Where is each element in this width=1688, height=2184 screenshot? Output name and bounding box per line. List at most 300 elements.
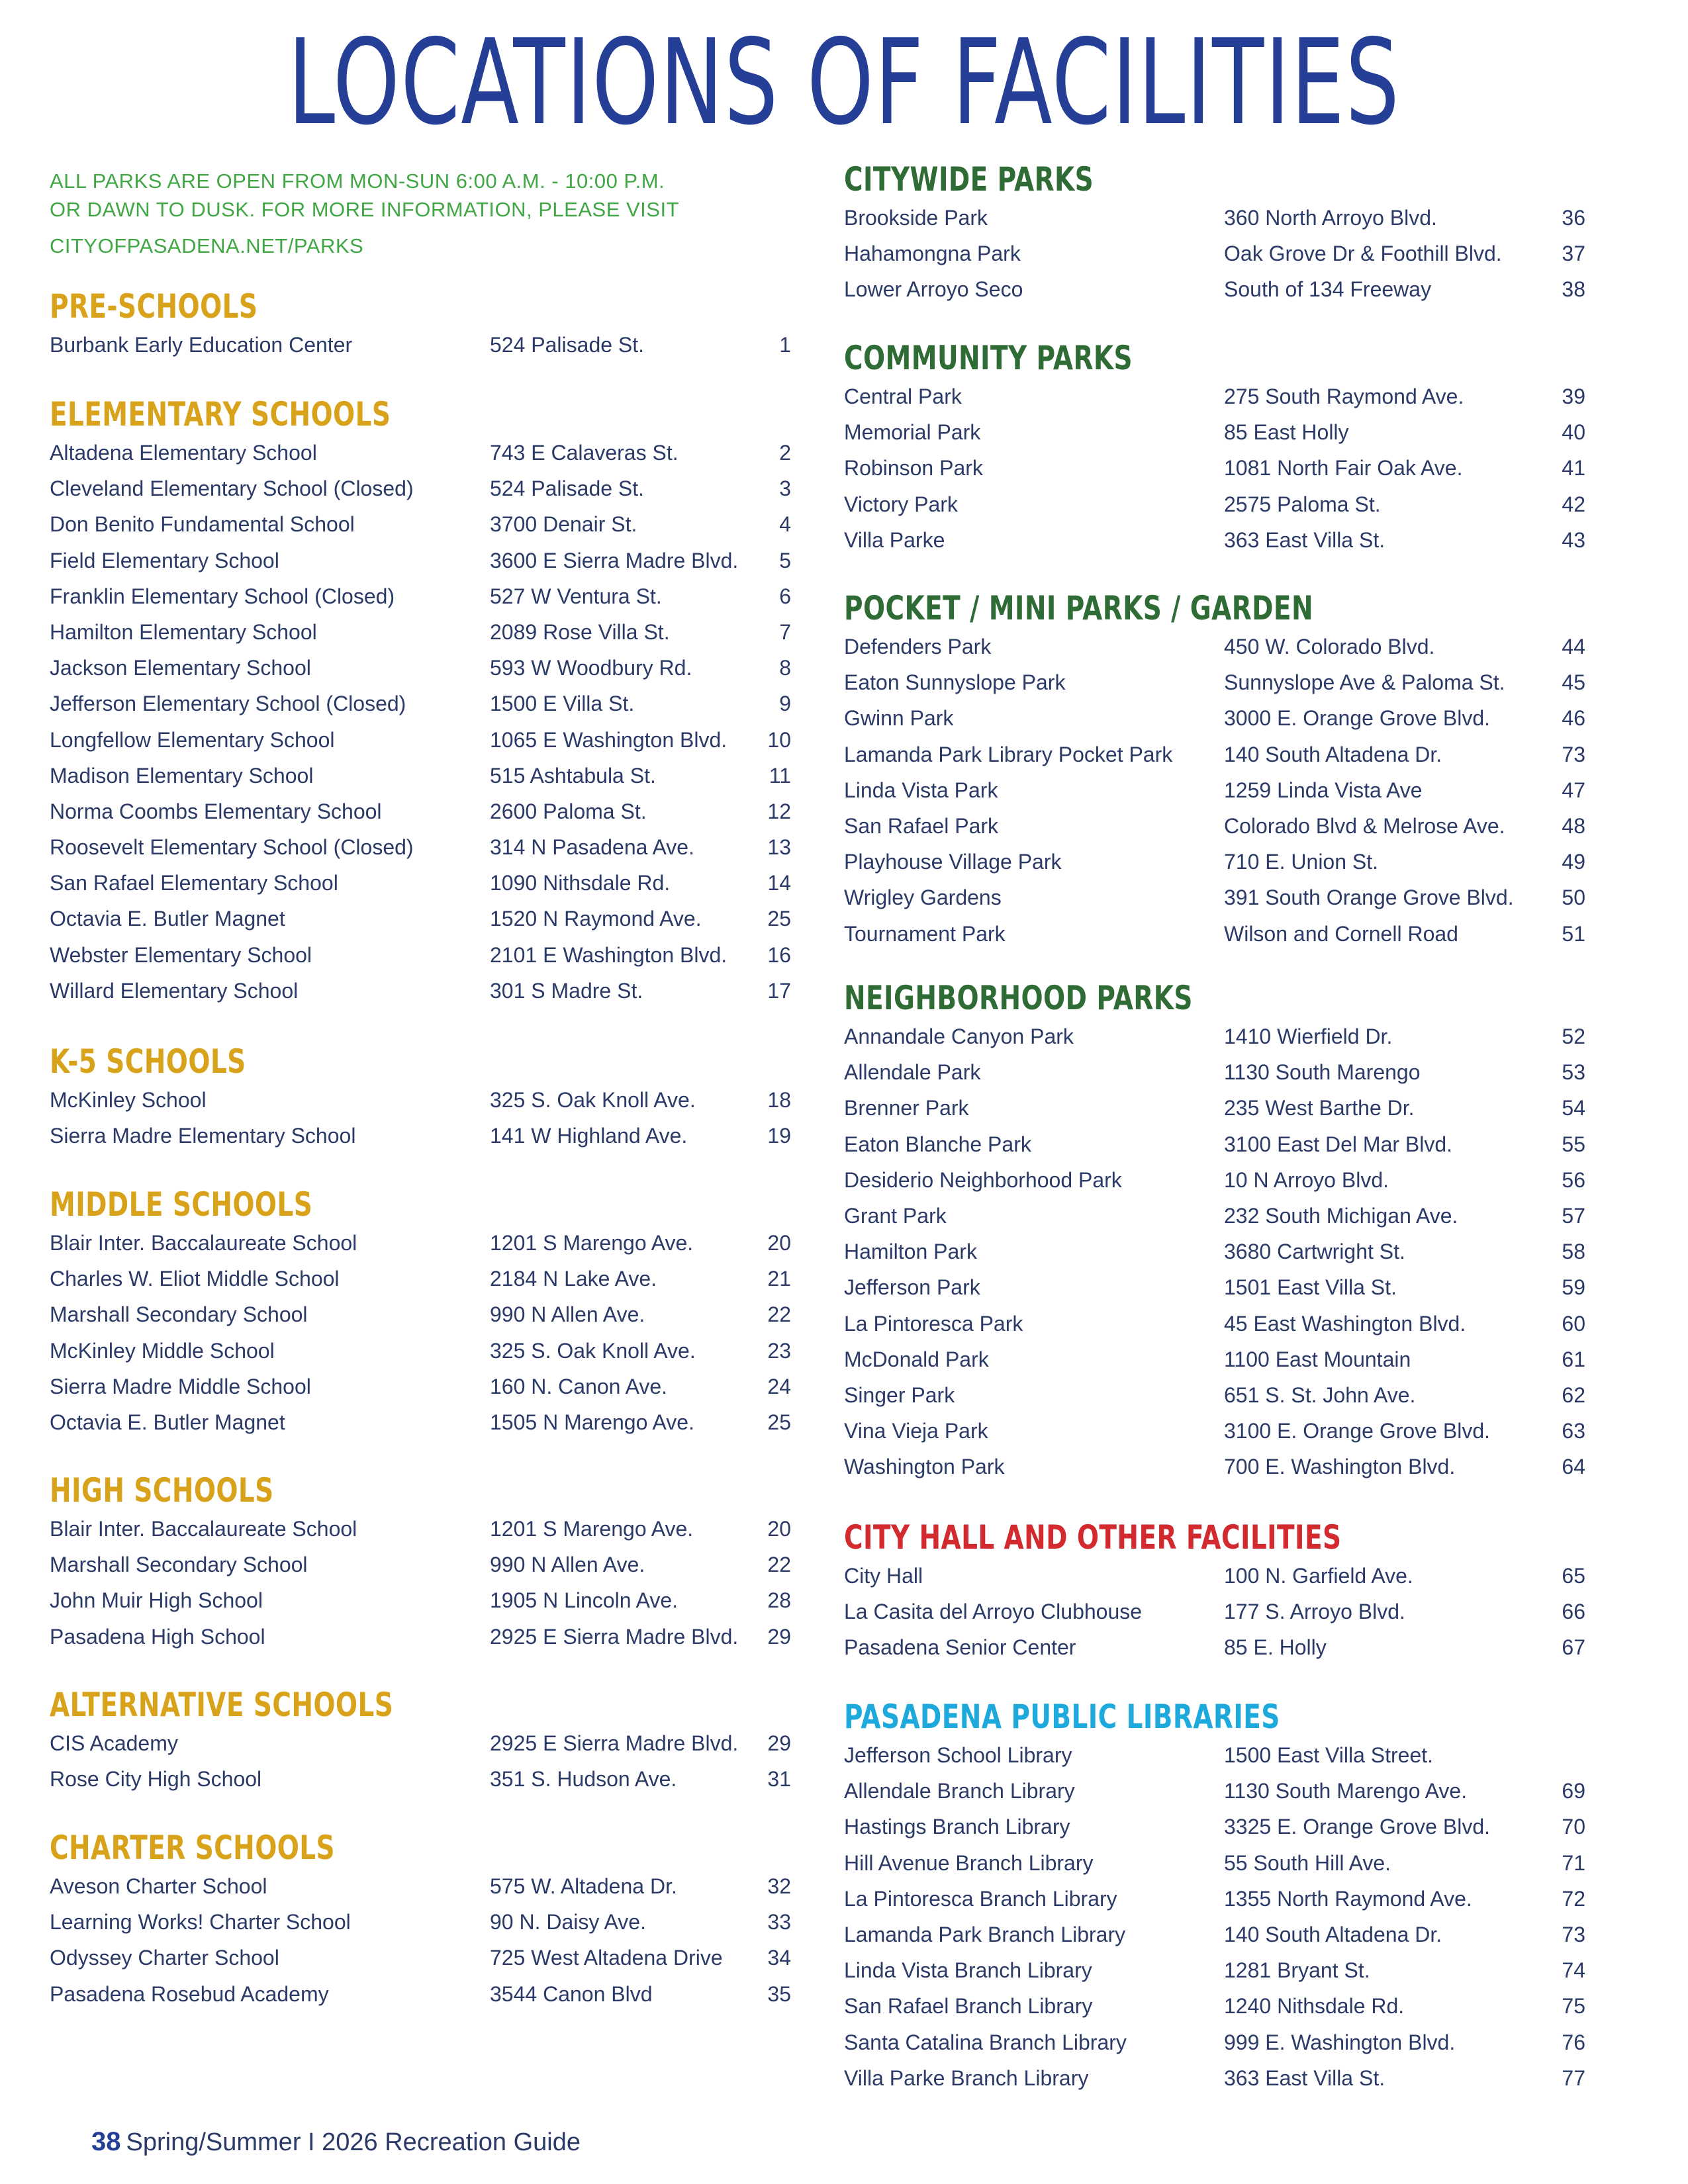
facility-name: La Pintoresca Park xyxy=(844,1311,1023,1336)
facility-row xyxy=(844,1162,1592,1198)
facility-row xyxy=(50,1619,798,1655)
facility-row xyxy=(844,1917,1592,1952)
facility-row xyxy=(844,414,1592,450)
facility-name: Burbank Early Education Center xyxy=(50,333,353,357)
facility-address: 3600 E Sierra Madre Blvd. xyxy=(490,548,739,572)
facility-name: Jackson Elementary School xyxy=(50,656,311,680)
facility-row xyxy=(844,1558,1592,1594)
facility-row xyxy=(844,1629,1592,1665)
facility-row xyxy=(50,1976,798,2012)
facility-name: Jefferson School Library xyxy=(844,1743,1072,1767)
section-heading: PASADENA PUBLIC LIBRARIES xyxy=(844,1698,1280,1736)
section-pasadena-public-libraries xyxy=(844,1696,1592,2096)
facility-row xyxy=(844,1773,1592,1809)
facility-name: Longfellow Elementary School xyxy=(50,727,335,752)
facility-name: Octavia E. Butler Magnet xyxy=(50,907,285,931)
facility-address: 3100 E. Orange Grove Blvd. xyxy=(1224,1419,1490,1443)
facility-row xyxy=(50,901,798,936)
facility-name: Linda Vista Park xyxy=(844,778,998,802)
facility-address: 45 East Washington Blvd. xyxy=(1224,1311,1466,1336)
facility-row xyxy=(50,1868,798,1904)
section-heading: ALTERNATIVE SCHOOLS xyxy=(50,1686,394,1724)
facility-address: 100 N. Garfield Ave. xyxy=(1224,1564,1413,1588)
facility-map-number: 18 xyxy=(767,1088,791,1112)
facility-map-number: 71 xyxy=(1562,1850,1585,1875)
facility-row xyxy=(844,1198,1592,1234)
facility-map-number: 73 xyxy=(1562,742,1585,766)
facility-address: 1201 S Marengo Ave. xyxy=(490,1517,694,1541)
facility-name: Memorial Park xyxy=(844,420,981,445)
page-number: 38 xyxy=(91,2127,121,2156)
section-heading: COMMUNITY PARKS xyxy=(844,339,1133,377)
facility-map-number: 41 xyxy=(1562,456,1585,480)
facility-map-number: 8 xyxy=(779,656,791,680)
section-citywide-parks xyxy=(844,159,1592,308)
facility-name: Allendale Branch Library xyxy=(844,1779,1075,1803)
facility-name: Norma Coombs Elementary School xyxy=(50,799,382,823)
facility-row xyxy=(844,1809,1592,1844)
facility-row xyxy=(50,1404,798,1440)
facility-map-number: 10 xyxy=(767,727,791,752)
facility-address: 3700 Denair St. xyxy=(490,512,637,537)
facility-address: 725 West Altadena Drive xyxy=(490,1946,723,1970)
facility-name: Franklin Elementary School (Closed) xyxy=(50,584,395,608)
section-high-schools xyxy=(50,1470,798,1655)
facility-name: La Casita del Arroyo Clubhouse xyxy=(844,1600,1143,1624)
facility-row xyxy=(844,2060,1592,2096)
facility-name: Tournament Park xyxy=(844,921,1006,946)
facility-name: Willard Elementary School xyxy=(50,978,299,1003)
facility-name: San Rafael Park xyxy=(844,813,999,838)
facility-map-number: 72 xyxy=(1562,1886,1585,1911)
facility-map-number: 25 xyxy=(767,907,791,931)
facility-name: Robinson Park xyxy=(844,456,983,480)
facility-map-number: 28 xyxy=(767,1588,791,1613)
facility-map-number: 60 xyxy=(1562,1311,1585,1336)
facility-map-number: 22 xyxy=(767,1553,791,1577)
facility-map-number: 20 xyxy=(767,1231,791,1255)
parks-website-link[interactable]: CITYOFPASADENA.NET/PARKS xyxy=(50,234,364,257)
facility-name: Pasadena Rosebud Academy xyxy=(50,1981,329,2006)
facility-address: 593 W Woodbury Rd. xyxy=(490,656,692,680)
facility-map-number: 73 xyxy=(1562,1922,1585,1946)
facility-map-number: 32 xyxy=(767,1874,791,1898)
facility-row xyxy=(844,629,1592,664)
facility-address: 2600 Paloma St. xyxy=(490,799,647,823)
parks-hours-notice xyxy=(50,169,791,263)
facility-row xyxy=(844,1952,1592,1988)
facility-name: Hahamongna Park xyxy=(844,242,1021,266)
facility-row xyxy=(844,1019,1592,1054)
facility-map-number: 70 xyxy=(1562,1815,1585,1839)
facility-address: 2575 Paloma St. xyxy=(1224,492,1381,516)
facility-name: Hill Avenue Branch Library xyxy=(844,1850,1094,1875)
facility-row xyxy=(50,1369,798,1404)
section-heading: NEIGHBORHOOD PARKS xyxy=(844,979,1193,1017)
facility-name: Singer Park xyxy=(844,1383,955,1407)
facility-name: Lamanda Park Library Pocket Park xyxy=(844,742,1173,766)
facility-map-number: 21 xyxy=(767,1267,791,1291)
facility-name: Marshall Secondary School xyxy=(50,1553,308,1577)
section-pocket-mini-parks-garden xyxy=(844,588,1592,952)
facility-address: Colorado Blvd & Melrose Ave. xyxy=(1224,813,1505,838)
facility-name: Jefferson Elementary School (Closed) xyxy=(50,692,406,716)
facility-row xyxy=(844,522,1592,558)
section-charter-schools xyxy=(50,1827,798,2012)
facility-map-number: 9 xyxy=(779,692,791,716)
facility-row xyxy=(844,664,1592,700)
facility-map-number: 36 xyxy=(1562,206,1585,230)
facility-name: Grant Park xyxy=(844,1203,947,1228)
facility-address: 2184 N Lake Ave. xyxy=(490,1267,657,1291)
facility-address: 1130 South Marengo Ave. xyxy=(1224,1779,1468,1803)
facility-name: Desiderio Neighborhood Park xyxy=(844,1167,1122,1192)
facility-map-number: 77 xyxy=(1562,2066,1585,2090)
facility-row xyxy=(844,271,1592,307)
facility-row xyxy=(844,1234,1592,1269)
guide-title: Spring/Summer I 2026 Recreation Guide xyxy=(126,2128,581,2156)
facility-map-number: 17 xyxy=(767,978,791,1003)
facility-row xyxy=(50,1297,798,1332)
facility-map-number: 38 xyxy=(1562,277,1585,302)
section-middle-schools xyxy=(50,1184,798,1440)
facility-row xyxy=(50,1904,798,1940)
facility-row xyxy=(844,200,1592,236)
facility-row xyxy=(50,471,798,506)
facility-map-number: 74 xyxy=(1562,1958,1585,1983)
facility-name: Vina Vieja Park xyxy=(844,1419,988,1443)
facility-map-number: 67 xyxy=(1562,1635,1585,1660)
facility-map-number: 54 xyxy=(1562,1096,1585,1120)
facility-name: Altadena Elementary School xyxy=(50,441,317,465)
facility-address: 1281 Bryant St. xyxy=(1224,1958,1370,1983)
facility-row xyxy=(50,1225,798,1261)
facility-map-number: 14 xyxy=(767,871,791,895)
facility-address: 85 E. Holly xyxy=(1224,1635,1327,1660)
facility-address: 1505 N Marengo Ave. xyxy=(490,1410,694,1434)
facility-name: City Hall xyxy=(844,1564,923,1588)
facility-name: La Pintoresca Branch Library xyxy=(844,1886,1117,1911)
facility-address: 90 N. Daisy Ave. xyxy=(490,1910,646,1934)
facility-address: 141 W Highland Ave. xyxy=(490,1124,688,1148)
facility-map-number: 39 xyxy=(1562,385,1585,408)
facility-row xyxy=(844,236,1592,271)
facility-name: Hamilton Park xyxy=(844,1240,977,1264)
facility-name: Charles W. Eliot Middle School xyxy=(50,1267,340,1291)
facility-map-number: 24 xyxy=(767,1374,791,1398)
facility-name: Odyssey Charter School xyxy=(50,1946,279,1970)
facility-address: 3100 East Del Mar Blvd. xyxy=(1224,1132,1453,1156)
facility-name: McKinley Middle School xyxy=(50,1338,275,1363)
facility-address: 3000 E. Orange Grove Blvd. xyxy=(1224,706,1490,731)
facility-address: 1501 East Villa St. xyxy=(1224,1275,1397,1300)
facility-address: 3325 E. Orange Grove Blvd. xyxy=(1224,1815,1490,1839)
facility-map-number: 64 xyxy=(1562,1455,1585,1479)
facility-name: Allendale Park xyxy=(844,1060,981,1085)
facility-name: Brenner Park xyxy=(844,1096,969,1120)
facility-row xyxy=(50,1511,798,1547)
facility-row xyxy=(844,1054,1592,1090)
facility-name: Aveson Charter School xyxy=(50,1874,267,1898)
facility-name: McKinley School xyxy=(50,1088,207,1112)
facility-map-number: 6 xyxy=(779,584,791,608)
facility-row xyxy=(50,650,798,686)
facility-address: 999 E. Washington Blvd. xyxy=(1224,2030,1456,2054)
facility-address: 1090 Nithsdale Rd. xyxy=(490,871,671,895)
facility-address: 1500 E Villa St. xyxy=(490,692,635,716)
facility-map-number: 58 xyxy=(1562,1240,1585,1264)
section-heading: POCKET / MINI PARKS / GARDEN xyxy=(844,589,1314,627)
facility-address: 160 N. Canon Ave. xyxy=(490,1374,668,1398)
facility-map-number: 40 xyxy=(1562,420,1585,445)
facility-name: Pasadena High School xyxy=(50,1624,265,1649)
facility-row xyxy=(50,1118,798,1154)
facility-address: 177 S. Arroyo Blvd. xyxy=(1224,1600,1405,1624)
facility-address: 524 Palisade St. xyxy=(490,333,645,357)
facility-map-number: 59 xyxy=(1562,1275,1585,1300)
facility-row xyxy=(50,686,798,721)
facility-map-number: 65 xyxy=(1562,1564,1585,1588)
facility-name: Villa Parke Branch Library xyxy=(844,2066,1089,2090)
facility-address: 360 North Arroyo Blvd. xyxy=(1224,206,1437,230)
section-heading: MIDDLE SCHOOLS xyxy=(50,1185,313,1224)
facility-map-number: 69 xyxy=(1562,1779,1585,1803)
facility-row xyxy=(844,1126,1592,1162)
facility-name: Sierra Madre Elementary School xyxy=(50,1124,356,1148)
facility-name: Defenders Park xyxy=(844,635,992,659)
facility-address: 3680 Cartwright St. xyxy=(1224,1240,1405,1264)
facility-map-number: 29 xyxy=(767,1731,791,1755)
facility-address: 651 S. St. John Ave. xyxy=(1224,1383,1416,1407)
facility-name: Field Elementary School xyxy=(50,548,279,572)
facility-row xyxy=(844,1377,1592,1413)
facility-address: 3544 Canon Blvd xyxy=(490,1981,653,2006)
facility-row xyxy=(50,327,798,363)
facility-map-number: 55 xyxy=(1562,1132,1585,1156)
facility-name: Rose City High School xyxy=(50,1767,262,1792)
facility-row xyxy=(844,1449,1592,1484)
facility-name: Pasadena Senior Center xyxy=(844,1635,1076,1660)
facility-address: 301 S Madre St. xyxy=(490,978,643,1003)
facility-row xyxy=(50,543,798,578)
section-city-hall-and-other-facilities xyxy=(844,1517,1592,1666)
facility-map-number: 44 xyxy=(1562,635,1585,659)
facility-name: Brookside Park xyxy=(844,206,988,230)
facility-map-number: 13 xyxy=(767,835,791,860)
facility-row xyxy=(50,435,798,471)
facility-map-number: 50 xyxy=(1562,886,1585,910)
facility-address: 1905 N Lincoln Ave. xyxy=(490,1588,679,1613)
facility-name: Eaton Blanche Park xyxy=(844,1132,1031,1156)
facility-map-number: 29 xyxy=(767,1624,791,1649)
facility-map-number: 19 xyxy=(767,1124,791,1148)
facility-map-number: 47 xyxy=(1562,778,1585,802)
facility-name: McDonald Park xyxy=(844,1347,989,1371)
facility-name: Don Benito Fundamental School xyxy=(50,512,355,537)
facility-map-number: 48 xyxy=(1562,813,1585,838)
page-footer xyxy=(91,2127,581,2157)
facility-address: 1410 Wierfield Dr. xyxy=(1224,1024,1393,1048)
facility-address: 1500 East Villa Street. xyxy=(1224,1743,1434,1767)
section-heading: CITY HALL AND OTHER FACILITIES xyxy=(844,1518,1342,1557)
facility-name: Lamanda Park Branch Library xyxy=(844,1922,1126,1946)
facility-address: 55 South Hill Ave. xyxy=(1224,1850,1391,1875)
facility-map-number: 43 xyxy=(1562,527,1585,552)
facility-map-number: 25 xyxy=(767,1410,791,1434)
facility-map-number: 61 xyxy=(1562,1347,1585,1371)
facility-row xyxy=(844,844,1592,880)
facility-address: 140 South Altadena Dr. xyxy=(1224,1922,1442,1946)
facility-address: Wilson and Cornell Road xyxy=(1224,921,1458,946)
facility-row xyxy=(844,1090,1592,1126)
facility-address: 2925 E Sierra Madre Blvd. xyxy=(490,1624,739,1649)
facility-address: 1065 E Washington Blvd. xyxy=(490,727,727,752)
facility-map-number: 76 xyxy=(1562,2030,1585,2054)
facility-row xyxy=(50,1761,798,1797)
facility-address: 232 South Michigan Ave. xyxy=(1224,1203,1458,1228)
facility-address: 1100 East Mountain xyxy=(1224,1347,1411,1371)
section-k-5-schools xyxy=(50,1041,798,1154)
facility-row xyxy=(844,1881,1592,1917)
facility-map-number: 22 xyxy=(767,1302,791,1327)
facility-map-number: 62 xyxy=(1562,1383,1585,1407)
facility-name: Villa Parke xyxy=(844,527,945,552)
facility-map-number: 52 xyxy=(1562,1024,1585,1048)
facility-row xyxy=(844,700,1592,736)
facility-row xyxy=(844,1845,1592,1881)
facility-row xyxy=(844,880,1592,915)
section-heading: CITYWIDE PARKS xyxy=(844,160,1094,199)
section-neighborhood-parks xyxy=(844,978,1592,1484)
facility-address: Oak Grove Dr & Foothill Blvd. xyxy=(1224,242,1502,266)
facility-address: South of 134 Freeway xyxy=(1224,277,1432,302)
facility-row xyxy=(844,772,1592,808)
facility-name: Eaton Sunnyslope Park xyxy=(844,670,1066,695)
facility-map-number: 35 xyxy=(767,1981,791,2006)
facility-name: Central Park xyxy=(844,385,962,408)
facility-name: Sierra Madre Middle School xyxy=(50,1374,311,1398)
facility-address: 1130 South Marengo xyxy=(1224,1060,1421,1085)
facility-row xyxy=(50,865,798,901)
facility-name: Blair Inter. Baccalaureate School xyxy=(50,1517,357,1541)
facility-map-number: 34 xyxy=(767,1946,791,1970)
facility-name: CIS Academy xyxy=(50,1731,178,1755)
facility-row xyxy=(50,578,798,614)
facility-row xyxy=(844,1594,1592,1629)
facility-map-number: 7 xyxy=(779,619,791,644)
facility-row xyxy=(844,1342,1592,1377)
facility-address: 2925 E Sierra Madre Blvd. xyxy=(490,1731,739,1755)
facility-row xyxy=(50,937,798,973)
facility-row xyxy=(844,1306,1592,1342)
section-heading: CHARTER SCHOOLS xyxy=(50,1829,336,1867)
facility-row xyxy=(50,973,798,1009)
facility-address: 1520 N Raymond Ave. xyxy=(490,907,702,931)
section-heading: HIGH SCHOOLS xyxy=(50,1471,274,1510)
facility-map-number: 51 xyxy=(1562,921,1585,946)
facility-row xyxy=(50,1725,798,1761)
facility-row xyxy=(50,506,798,542)
facility-name: Marshall Secondary School xyxy=(50,1302,308,1327)
section-heading: K-5 SCHOOLS xyxy=(50,1042,246,1081)
facility-address: 325 S. Oak Knoll Ave. xyxy=(490,1088,696,1112)
facility-map-number: 5 xyxy=(779,548,791,572)
facility-row xyxy=(50,614,798,650)
facility-row xyxy=(50,829,798,865)
facility-map-number: 2 xyxy=(779,441,791,465)
facility-row xyxy=(844,808,1592,844)
facility-address: 1201 S Marengo Ave. xyxy=(490,1231,694,1255)
facility-address: 314 N Pasadena Ave. xyxy=(490,835,694,860)
facility-name: Cleveland Elementary School (Closed) xyxy=(50,477,414,501)
facility-row xyxy=(50,758,798,794)
facility-row xyxy=(50,1261,798,1297)
facility-address: 743 E Calaveras St. xyxy=(490,441,679,465)
facility-name: Jefferson Park xyxy=(844,1275,980,1300)
facility-address: 351 S. Hudson Ave. xyxy=(490,1767,677,1792)
section-elementary-schools xyxy=(50,394,798,1009)
facility-map-number: 12 xyxy=(767,799,791,823)
facility-name: Victory Park xyxy=(844,492,958,516)
facility-address: 325 S. Oak Knoll Ave. xyxy=(490,1338,696,1363)
facility-name: John Muir High School xyxy=(50,1588,263,1613)
facility-map-number: 56 xyxy=(1562,1167,1585,1192)
facility-row xyxy=(844,486,1592,522)
facility-row xyxy=(844,1988,1592,2024)
facility-row xyxy=(844,737,1592,772)
facility-address: 10 N Arroyo Blvd. xyxy=(1224,1167,1389,1192)
facility-map-number: 75 xyxy=(1562,1994,1585,2019)
facility-address: 275 South Raymond Ave. xyxy=(1224,385,1464,408)
facility-name: Gwinn Park xyxy=(844,706,954,731)
facility-address: 140 South Altadena Dr. xyxy=(1224,742,1442,766)
facility-address: 710 E. Union St. xyxy=(1224,850,1379,874)
facility-address: 527 W Ventura St. xyxy=(490,584,662,608)
facility-row xyxy=(50,1547,798,1582)
facility-name: San Rafael Elementary School xyxy=(50,871,338,895)
facility-name: Annandale Canyon Park xyxy=(844,1024,1074,1048)
facility-row xyxy=(50,794,798,829)
facility-map-number: 20 xyxy=(767,1517,791,1541)
facility-row xyxy=(844,2025,1592,2060)
facility-name: Roosevelt Elementary School (Closed) xyxy=(50,835,414,860)
facility-name: Madison Elementary School xyxy=(50,763,314,788)
facility-map-number: 3 xyxy=(779,477,791,501)
facility-address: 363 East Villa St. xyxy=(1224,2066,1385,2090)
facility-map-number: 66 xyxy=(1562,1600,1585,1624)
facility-address: 990 N Allen Ave. xyxy=(490,1553,645,1577)
facility-address: 2089 Rose Villa St. xyxy=(490,619,670,644)
facility-map-number: 49 xyxy=(1562,850,1585,874)
facility-address: 235 West Barthe Dr. xyxy=(1224,1096,1415,1120)
facility-map-number: 11 xyxy=(769,763,791,788)
facility-address: 2101 E Washington Blvd. xyxy=(490,942,727,967)
facility-name: Webster Elementary School xyxy=(50,942,312,967)
facility-name: Hamilton Elementary School xyxy=(50,619,317,644)
facility-name: Santa Catalina Branch Library xyxy=(844,2030,1127,2054)
facility-map-number: 37 xyxy=(1562,242,1585,266)
notice-line-1: ALL PARKS ARE OPEN FROM MON-SUN 6:00 A.M. - 10:00 P.M. xyxy=(50,169,665,193)
facility-row xyxy=(50,1333,798,1369)
section-alternative-schools xyxy=(50,1684,798,1797)
facility-address: 1081 North Fair Oak Ave. xyxy=(1224,456,1463,480)
facility-address: 1259 Linda Vista Ave xyxy=(1224,778,1423,802)
facility-map-number: 1 xyxy=(779,333,791,357)
facility-name: Lower Arroyo Seco xyxy=(844,277,1023,302)
facility-address: 515 Ashtabula St. xyxy=(490,763,656,788)
facility-address: 575 W. Altadena Dr. xyxy=(490,1874,677,1898)
facility-row xyxy=(844,916,1592,952)
